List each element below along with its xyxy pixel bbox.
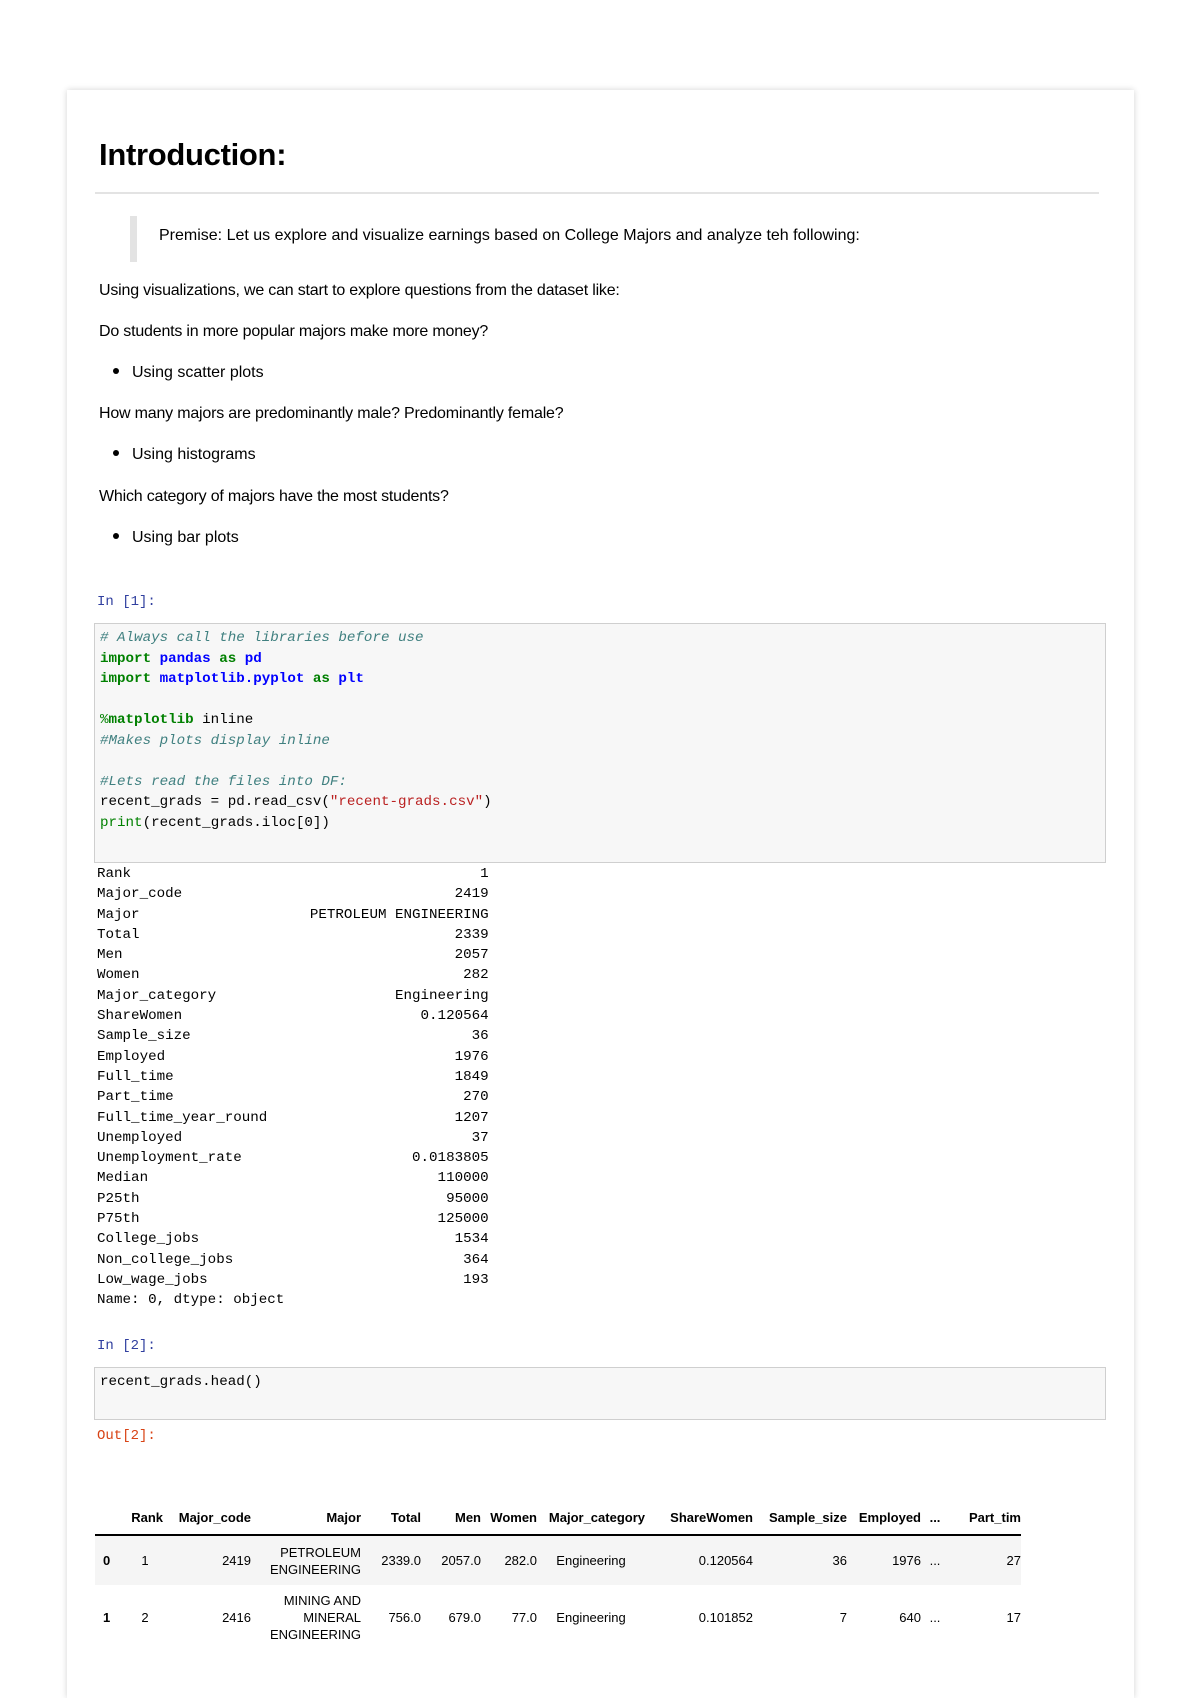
table-cell: 2419 xyxy=(222,1553,251,1568)
table-cell: 17 xyxy=(1006,1609,1021,1625)
code-comment: #Lets read the files into DF: xyxy=(100,773,347,790)
code-module: matplotlib.pyplot xyxy=(159,671,305,687)
table-cell: 1 xyxy=(141,1553,149,1568)
table-cell: Engineering xyxy=(556,1609,626,1625)
list-item xyxy=(113,446,256,464)
code-comment: # Always call the libraries before use xyxy=(100,630,424,646)
table-cell: 7 xyxy=(839,1609,847,1625)
table-row xyxy=(95,1585,1021,1649)
column-header: Major xyxy=(326,1509,361,1525)
code-module: pandas xyxy=(159,650,211,667)
column-header: ShareWomen xyxy=(670,1509,753,1525)
code-keyword: as xyxy=(219,650,237,667)
code-text: inline xyxy=(193,712,254,728)
table-cell: 77.0 xyxy=(511,1609,537,1625)
table-header-row xyxy=(95,1500,1021,1535)
premise-text: Premise: Let us explore and visualize earnings based on College Majors and analyze teh following: xyxy=(159,227,860,244)
column-header: Major_category xyxy=(548,1509,645,1525)
list-item-text: Using scatter plots xyxy=(132,364,264,381)
code-text: (recent_grads.iloc[0]) xyxy=(142,814,330,831)
table-cell: 756.0 xyxy=(388,1609,421,1625)
question-3: Which category of majors have the most students? xyxy=(99,488,449,505)
table-cell: ... xyxy=(929,1609,941,1625)
output-prompt-2: Out[2]: xyxy=(97,1428,156,1444)
table-cell: 36 xyxy=(832,1553,847,1568)
bullet-icon xyxy=(113,450,119,456)
code-keyword: import xyxy=(100,671,152,687)
column-header: Employed xyxy=(858,1509,921,1525)
table-cell: 282.0 xyxy=(504,1553,537,1568)
code-alias: pd xyxy=(244,650,262,667)
table-row xyxy=(95,1535,1021,1585)
list-item xyxy=(113,529,239,547)
column-header: Rank xyxy=(131,1509,163,1525)
code-magic-prefix: % xyxy=(100,712,109,728)
input-prompt-1: In [1]: xyxy=(97,594,156,610)
table-cell: 2 xyxy=(141,1609,149,1625)
row-index: 0 xyxy=(103,1553,111,1568)
code-keyword: import xyxy=(100,650,152,667)
table-body xyxy=(95,1535,1021,1649)
question-1: Do students in more popular majors make more money? xyxy=(99,323,489,340)
heading-divider xyxy=(95,192,1099,194)
table-cell: 27 xyxy=(1006,1553,1021,1568)
table-cell: 1976 xyxy=(892,1553,921,1568)
code-string: "recent-grads.csv" xyxy=(329,794,484,810)
column-header xyxy=(95,1500,127,1535)
code-text: ) xyxy=(483,794,492,810)
code-magic: matplotlib xyxy=(108,712,194,728)
dataframe-table xyxy=(95,1500,1021,1649)
row-index: 1 xyxy=(103,1609,111,1625)
code-comment: #Makes plots display inline xyxy=(100,732,330,749)
column-header: Sample_size xyxy=(768,1509,847,1525)
column-header: Women xyxy=(490,1509,537,1525)
column-header: Major_code xyxy=(178,1509,251,1525)
code-keyword: as xyxy=(312,671,330,687)
list-item-text: Using bar plots xyxy=(132,529,239,546)
list-item xyxy=(113,364,264,382)
code-cell-1[interactable] xyxy=(94,623,1106,863)
table-cell: Engineering xyxy=(556,1553,626,1568)
column-header: Men xyxy=(455,1509,481,1525)
table-cell: 679.0 xyxy=(448,1609,481,1625)
code-text: recent_grads = pd.read_csv( xyxy=(100,794,330,810)
premise-blockquote xyxy=(130,216,1037,262)
table-cell: 640 xyxy=(899,1609,921,1625)
input-prompt-2: In [2]: xyxy=(97,1338,156,1354)
dataframe-output xyxy=(95,1500,1105,1649)
notebook-page xyxy=(67,90,1134,1698)
code-editor-1[interactable] xyxy=(100,628,492,833)
table-cell: 0.120564 xyxy=(698,1553,753,1568)
bullet-icon xyxy=(113,533,119,539)
table-cell: PETROLEUM ENGINEERING xyxy=(269,1544,361,1577)
code-builtin: print xyxy=(100,814,143,831)
output-cell-1 xyxy=(97,864,489,1311)
question-2: How many majors are predominantly male? Predominantly female? xyxy=(99,405,564,422)
table-cell: MINING AND MINERAL ENGINEERING xyxy=(269,1592,361,1642)
intro-paragraph: Using visualizations, we can start to explore questions from the dataset like: xyxy=(99,282,620,299)
bullet-icon xyxy=(113,368,119,374)
table-cell: 2416 xyxy=(222,1609,251,1625)
code-editor-2[interactable]: recent_grads.head() xyxy=(100,1374,262,1390)
column-header: Total xyxy=(390,1509,421,1525)
list-item-text: Using histograms xyxy=(132,446,256,463)
table-cell: 2339.0 xyxy=(381,1553,421,1568)
table-cell: 0.101852 xyxy=(698,1609,753,1625)
series-output: Rank 1 Major_code 2419 Major PETROLEUM ENGINEERING Total 2339 Men 2057 Women 282 Major_category Engineering ShareWomen 0.120564 Sample_size 36 Employed 1976 Full_time 1849 Part_time 270 Full_time_year_round 1207 Unemployed 37 Unemployment_rate 0.0183805 Median 110000 P25th 95000 P75th 125000 College_jobs 1534 Non_college_jobs 364 Low_wage_jobs 193 Name: 0, dtype: object xyxy=(97,866,489,1309)
table-cell: ... xyxy=(929,1553,941,1568)
column-header: Part_tim xyxy=(968,1509,1021,1525)
code-cell-2[interactable] xyxy=(94,1367,1106,1420)
code-alias: plt xyxy=(338,671,364,687)
column-header: ... xyxy=(929,1509,941,1525)
table-cell: 2057.0 xyxy=(441,1553,481,1568)
page-title: Introduction: xyxy=(99,137,287,172)
